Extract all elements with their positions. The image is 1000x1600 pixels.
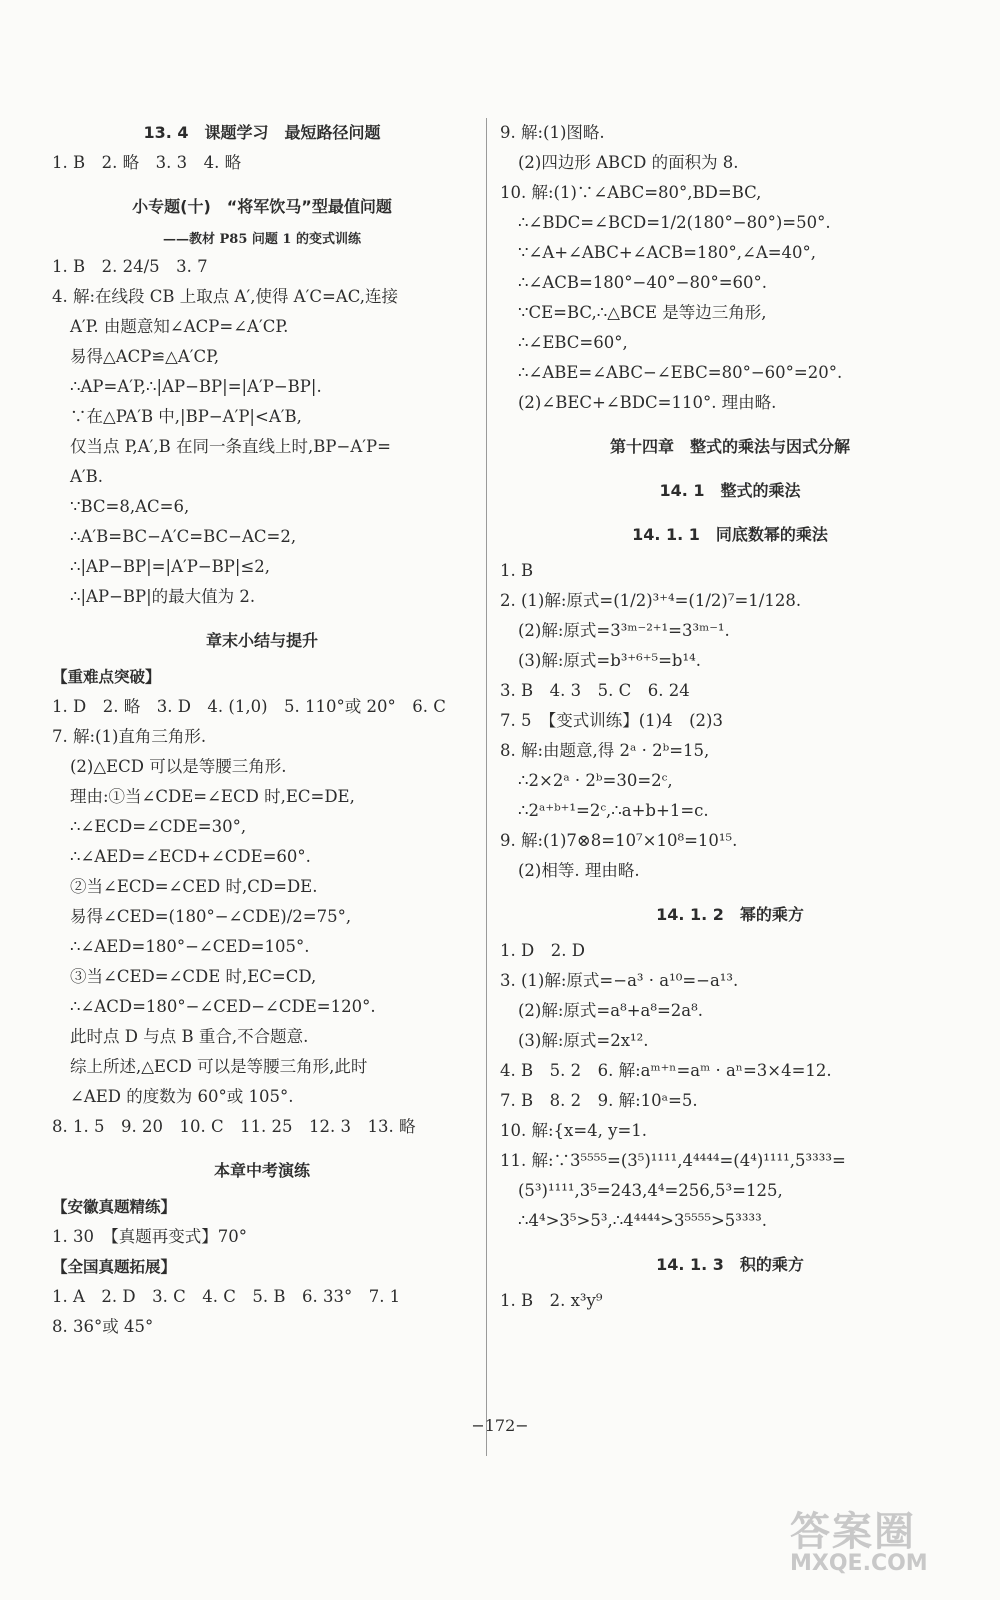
answer-line-continued: 仅当点 P,A′,B 在同一条直线上时,BP−A′P= xyxy=(70,437,391,456)
answer-line: 8. 解:由题意,得 2ᵃ · 2ᵇ=15, xyxy=(500,741,710,760)
answer-line-continued: ∴|AP−BP|的最大值为 2. xyxy=(70,587,256,606)
watermark-logo xyxy=(790,1500,980,1600)
answer-line: 10. 解:(1)∵∠ABC=80°,BD=BC, xyxy=(500,183,762,202)
right-column xyxy=(500,118,960,1316)
answer-line-continued: (3)解:原式=2x¹². xyxy=(518,1031,649,1050)
answer-line-continued: ∴∠ACD=180°−∠CED−∠CDE=120°. xyxy=(70,997,376,1016)
section-heading: 本章中考演练 xyxy=(213,1161,310,1180)
answer-line-continued: ∴2×2ᵃ · 2ᵇ=30=2ᶜ, xyxy=(518,771,673,790)
answer-line-continued: ∵在△PA′B 中,|BP−A′P|<A′B, xyxy=(70,407,302,426)
answer-line: 3. B 4. 3 5. C 6. 24 xyxy=(500,681,690,700)
answer-line-continued: 易得△ACP≌△A′CP, xyxy=(70,347,220,366)
section-subheading: ——教材 P85 问题 1 的变式训练 xyxy=(162,232,361,247)
answer-line: 1. D 2. 略 3. D 4. (1,0) 5. 110°或 20° 6. C xyxy=(52,697,446,716)
answer-line-continued: (3)解:原式=b³⁺⁶⁺⁵=b¹⁴. xyxy=(518,651,701,670)
column-divider xyxy=(486,118,487,1456)
bracket-heading: 【安徽真题精练】 xyxy=(52,1198,177,1216)
answer-line-continued: ∠AED 的度数为 60°或 105°. xyxy=(70,1087,294,1106)
answer-line: 7. 5 【变式训练】(1)4 (2)3 xyxy=(500,711,723,730)
answer-line-continued: 此时点 D 与点 B 重合,不合题意. xyxy=(70,1027,309,1046)
answer-line: 2. (1)解:原式=(1/2)³⁺⁴=(1/2)⁷=1/128. xyxy=(500,591,802,610)
answer-line: 1. B xyxy=(500,561,534,580)
answer-line-continued: ∵BC=8,AC=6, xyxy=(70,497,190,516)
answer-line: 8. 36°或 45° xyxy=(52,1317,154,1336)
answer-line-continued: 易得∠CED=(180°−∠CDE)/2=75°, xyxy=(70,907,352,926)
answer-line: 7. B 8. 2 9. 解:10ᵃ=5. xyxy=(500,1091,698,1110)
answer-line-continued: (2)∠BEC+∠BDC=110°. 理由略. xyxy=(518,393,777,412)
answer-line: 9. 解:(1)7⊗8=10⁷×10⁸=10¹⁵. xyxy=(500,831,738,850)
watermark-top: 答案圈 xyxy=(790,1509,916,1555)
answer-line-continued: ∴∠ACB=180°−40°−80°=60°. xyxy=(518,273,768,292)
answer-line-continued: ③当∠CED=∠CDE 时,EC=CD, xyxy=(70,967,317,986)
answer-line-continued: ∵CE=BC,∴△BCE 是等边三角形, xyxy=(518,303,767,322)
answer-line: 11. 解:∵3⁵⁵⁵⁵=(3⁵)¹¹¹¹,4⁴⁴⁴⁴=(4⁴)¹¹¹¹,5³³³³= xyxy=(500,1151,846,1170)
answer-line-continued: ∵∠A+∠ABC+∠ACB=180°,∠A=40°, xyxy=(518,243,817,262)
answer-line: 1. D 2. D xyxy=(500,941,585,960)
section-heading: 14. 1 整式的乘法 xyxy=(659,481,801,500)
answer-line-continued: (5³)¹¹¹¹,3⁵=243,4⁴=256,5³=125, xyxy=(518,1181,783,1200)
left-column xyxy=(52,118,472,1342)
answer-line-continued: (2)△ECD 可以是等腰三角形. xyxy=(70,757,287,776)
answer-line: 1. B 2. 24/5 3. 7 xyxy=(52,257,208,276)
answer-line-continued: ∴A′B=BC−A′C=BC−AC=2, xyxy=(70,527,297,546)
answer-line-continued: 综上所述,△ECD 可以是等腰三角形,此时 xyxy=(70,1057,368,1076)
answer-line: 1. 30 【真题再变式】70° xyxy=(52,1227,247,1246)
answer-line-continued: A′P. 由题意知∠ACP=∠A′CP. xyxy=(70,317,289,336)
answer-line-continued: 理由:①当∠CDE=∠ECD 时,EC=DE, xyxy=(70,787,355,806)
answer-line-continued: (2)四边形 ABCD 的面积为 8. xyxy=(518,153,739,172)
answer-line-continued: ∴4⁴>3⁵>5³,∴4⁴⁴⁴⁴>3⁵⁵⁵⁵>5³³³³. xyxy=(518,1211,767,1230)
answer-line-continued: ∴∠EBC=60°, xyxy=(518,333,628,352)
answer-line-continued: ∴∠AED=180°−∠CED=105°. xyxy=(70,937,310,956)
section-heading: 13. 4 课题学习 最短路径问题 xyxy=(143,123,381,142)
answer-line-continued: ∴∠ABE=∠ABC−∠EBC=80°−60°=20°. xyxy=(518,363,843,382)
section-heading: 小专题(十) “将军饮马”型最值问题 xyxy=(132,197,392,216)
answer-line-continued: ∴|AP−BP|=|A′P−BP|≤2, xyxy=(70,557,271,576)
answer-line: 1. B 2. x³y⁹ xyxy=(500,1291,603,1310)
answer-line: 1. A 2. D 3. C 4. C 5. B 6. 33° 7. 1 xyxy=(52,1287,401,1306)
answer-line-continued: A′B. xyxy=(70,467,104,486)
answer-line: 8. 1. 5 9. 20 10. C 11. 25 12. 3 13. 略 xyxy=(52,1117,416,1136)
answer-line-continued: (2)相等. 理由略. xyxy=(518,861,640,880)
bracket-heading: 【全国真题拓展】 xyxy=(52,1258,177,1276)
answer-line: 10. 解:{x=4, y=1. xyxy=(500,1121,648,1140)
answer-line: 4. B 5. 2 6. 解:aᵐ⁺ⁿ=aᵐ · aⁿ=3×4=12. xyxy=(500,1061,832,1080)
answer-line: 7. 解:(1)直角三角形. xyxy=(52,727,207,746)
answer-line: 3. (1)解:原式=−a³ · a¹⁰=−a¹³. xyxy=(500,971,739,990)
answer-line-continued: ∴∠AED=∠ECD+∠CDE=60°. xyxy=(70,847,311,866)
section-heading: 14. 1. 2 幂的乘方 xyxy=(656,905,804,924)
bracket-heading: 【重难点突破】 xyxy=(52,668,161,686)
section-heading: 章末小结与提升 xyxy=(205,631,318,650)
answer-line-continued: ∴∠ECD=∠CDE=30°, xyxy=(70,817,247,836)
answer-line-continued: (2)解:原式=3³ᵐ⁻²⁺¹=3³ᵐ⁻¹. xyxy=(518,621,730,640)
answer-line-continued: ∴∠BDC=∠BCD=1/2(180°−80°)=50°. xyxy=(518,213,831,232)
answer-line-continued: (2)解:原式=a⁸+a⁸=2a⁸. xyxy=(518,1001,704,1020)
answer-line-continued: ②当∠ECD=∠CED 时,CD=DE. xyxy=(70,877,318,896)
answer-line: 4. 解:在线段 CB 上取点 A′,使得 A′C=AC,连接 xyxy=(52,287,398,306)
answer-line: 9. 解:(1)图略. xyxy=(500,123,605,142)
answer-line-continued: ∴2ᵃ⁺ᵇ⁺¹=2ᶜ,∴a+b+1=c. xyxy=(518,801,709,820)
answer-line-continued: ∴AP=A′P,∴|AP−BP|=|A′P−BP|. xyxy=(70,377,322,396)
watermark-bottom: MXQE.COM xyxy=(790,1551,928,1576)
section-heading: 第十四章 整式的乘法与因式分解 xyxy=(609,437,850,456)
answer-line: 1. B 2. 略 3. 3 4. 略 xyxy=(52,153,242,172)
section-heading: 14. 1. 1 同底数幂的乘法 xyxy=(632,525,828,544)
page-number: −172− xyxy=(471,1416,529,1435)
section-heading: 14. 1. 3 积的乘方 xyxy=(656,1255,804,1274)
